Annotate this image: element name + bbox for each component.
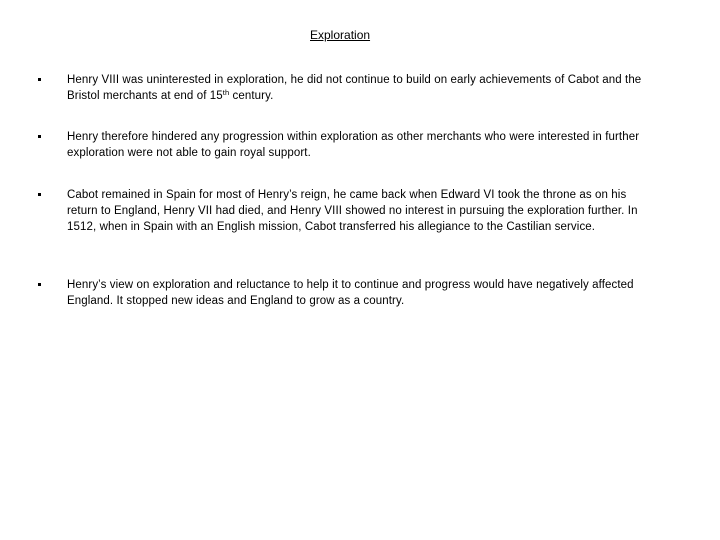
bullet-text: Henry’s view on exploration and reluctance to help it to continue and progress would have negatively affected England. It stopped new ideas and England to grow as a country.: [67, 279, 634, 307]
bullet-marker: [38, 193, 41, 196]
bullet-text: [67, 72, 652, 104]
bullet-marker: [38, 135, 41, 138]
superscript: th: [222, 88, 230, 97]
bullet-text: Cabot remained in Spain for most of Henry’s reign, he came back when Edward VI took the throne as on his return to England, Henry VII had died, and Henry VIII showed no interest in pursuing the exploration further. In 1512, when in Spain with an English mission, Cabot transferred his allegiance to the Castilian service.: [67, 189, 638, 233]
page-title: Exploration: [310, 28, 371, 42]
bullet-text: Henry therefore hindered any progression within exploration as other merchants who were interested in further exploration were not able to gain royal support.: [67, 131, 640, 159]
bullet-text-part: Henry VIII was uninterested in exploration, he did not continue to build on early achievements of Cabot and the Bristol merchants at end of 15: [67, 74, 642, 102]
bullet-marker: [38, 283, 41, 286]
bullet-marker: [38, 78, 41, 81]
bullet-text-part: century.: [229, 90, 274, 102]
